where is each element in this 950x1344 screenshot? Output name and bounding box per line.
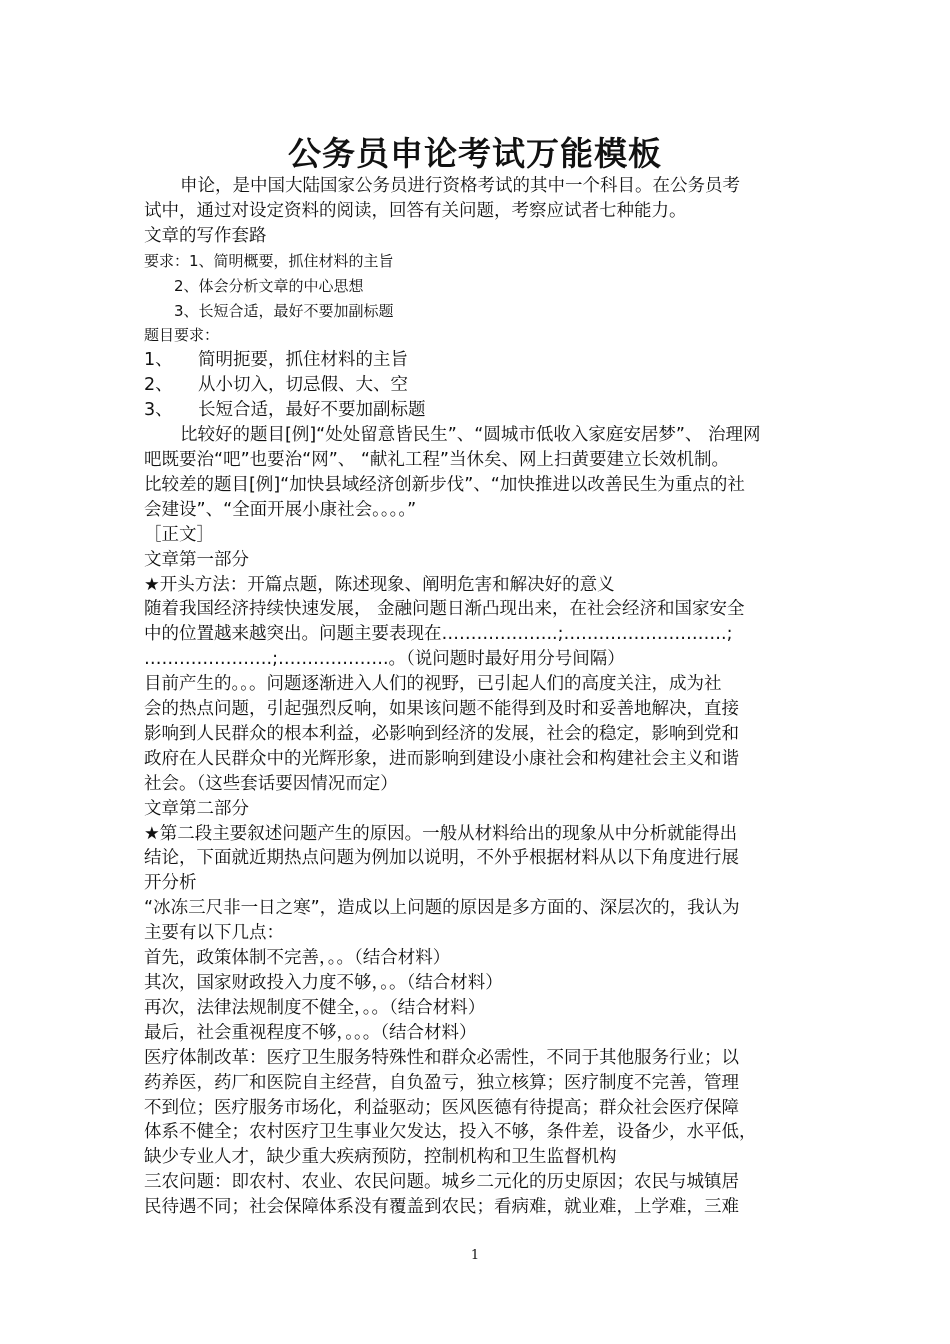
medical-reform-line: 体系不健全；农村医疗卫生事业欠发达，投入不够，条件差，设备少，水平低， <box>144 1122 757 1143</box>
topic-requirement-item <box>144 398 814 423</box>
medical-reform-line: 医疗体制改革：医疗卫生服务特殊性和群众必需性，不同于其他服务行业；以 <box>144 1047 739 1068</box>
cause-item: 首先，政策体制不完善，。。（结合材料） <box>144 948 451 969</box>
intro-line: 试中，通过对设定资料的阅读，回答有关问题，考察应试者七种能力。 <box>144 200 687 221</box>
causes-intro-line: “冰冻三尺非一日之寒”，造成以上问题的原因是多方面的、深层次的，我认为 <box>144 898 740 919</box>
topic-requirement-item <box>144 348 814 373</box>
good-example-line: 比较好的题目[例]“处处留意皆民生”、“圆城市低收入家庭安居梦”、 治理网 <box>180 425 761 446</box>
part-one-heading: 文章第一部分 <box>144 549 249 570</box>
medical-reform-line: 缺少专业人才，缺少重大疾病预防，控制机构和卫生监督机构 <box>144 1147 617 1168</box>
topic-requirement-text: 简明扼要，抓住材料的主旨 <box>198 350 408 371</box>
topic-requirements-label: 题目要求： <box>144 326 220 345</box>
document-body <box>144 174 814 1220</box>
topic-requirement-number: 2、 <box>144 375 173 396</box>
three-rural-line: 三农问题：即农村、农业、农民问题。城乡二元化的历史原因；农民与城镇居 <box>144 1172 739 1193</box>
causes-intro-line: 主要有以下几点： <box>144 923 284 944</box>
bad-example-line: 会建设”、“全面开展小康社会。。。。” <box>144 499 417 520</box>
cause-item: 其次，国家财政投入力度不够，。。（结合材料） <box>144 973 503 993</box>
current-paragraph-line: 社会。（这些套话要因情况而定） <box>144 773 398 794</box>
medical-reform-line: 不到位；医疗服务市场化，利益驱动；医风医德有待提高；群众社会医疗保障 <box>144 1097 739 1118</box>
topic-requirement-number: 1、 <box>144 350 173 371</box>
requirement-item: 3、长短合适，最好不要加副标题 <box>174 301 394 320</box>
current-paragraph-line: 政府在人民群众中的光辉形象，进而影响到建设小康社会和构建社会主义和谐 <box>144 748 739 769</box>
opening-paragraph-line: 随着我国经济持续快速发展， 金融问题日渐凸现出来，在社会经济和国家安全 <box>144 599 745 620</box>
medical-reform-line: 药养医，药厂和医院自主经营，自负盈亏，独立核算；医疗制度不完善，管理 <box>144 1072 739 1093</box>
current-paragraph-line: 影响到人民群众的根本利益，必影响到经济的发展，社会的稳定，影响到党和 <box>144 723 739 744</box>
cause-item: 最后，社会重视程度不够，。。。（结合材料） <box>144 1022 477 1043</box>
writing-routine-heading: 文章的写作套路 <box>144 225 267 246</box>
topic-requirement-number: 3、 <box>144 400 173 421</box>
requirement-item: 要求：1、简明概要，抓住材料的主旨 <box>144 251 394 270</box>
current-paragraph-line: 目前产生的。。。问题逐渐进入人们的视野，已引起人们的高度关注，成为社 <box>144 674 722 695</box>
three-rural-line: 民待遇不同；社会保障体系没有覆盖到农民；看病难，就业难，上学难，三难 <box>144 1197 739 1218</box>
part-two-heading: 文章第二部分 <box>144 798 249 819</box>
part-two-intro-line: ★第二段主要叙述问题产生的原因。一般从材料给出的现象从中分析就能得出 <box>144 823 738 844</box>
document-title: 公务员申论考试万能模板 <box>288 134 662 173</box>
part-two-intro-line: 结论，下面就近期热点问题为例加以说明，不外乎根据材料从以下角度进行展 <box>144 848 739 869</box>
page-number: 1 <box>470 1248 480 1263</box>
topic-requirement-text: 从小切入，切忌假、大、空 <box>198 375 408 396</box>
opening-paragraph-line: ………………….;……………….。（说问题时最好用分号间隔） <box>144 649 625 670</box>
bad-example-line: 比较差的题目[例]“加快县域经济创新步伐”、“加快推进以改善民生为重点的社 <box>144 474 745 495</box>
cause-item: 再次，法律法规制度不健全，。。（结合材料） <box>144 997 486 1018</box>
requirement-item: 2、体会分析文章的中心思想 <box>174 276 364 295</box>
good-example-line: 吧既要治“吧”也要治“网”、 “献礼工程”当休矣、网上扫黄要建立长效机制。 <box>144 449 729 470</box>
opening-paragraph-line: 中的位置越来越突出。问题主要表现在………………..;……………………….; <box>144 624 733 645</box>
current-paragraph-line: 会的热点问题，引起强烈反响，如果该问题不能得到及时和妥善地解决，直接 <box>144 699 739 720</box>
topic-requirement-text: 长短合适，最好不要加副标题 <box>198 400 426 421</box>
main-text-label: ［正文］ <box>144 524 214 545</box>
opening-method: ★开头方法：开篇点题，陈述现象、阐明危害和解决好的意义 <box>144 574 615 595</box>
topic-requirement-item <box>144 373 814 398</box>
intro-line: 申论，是中国大陆国家公务员进行资格考试的其中一个科目。在公务员考 <box>180 176 740 196</box>
part-two-intro-line: 开分析 <box>144 873 197 894</box>
